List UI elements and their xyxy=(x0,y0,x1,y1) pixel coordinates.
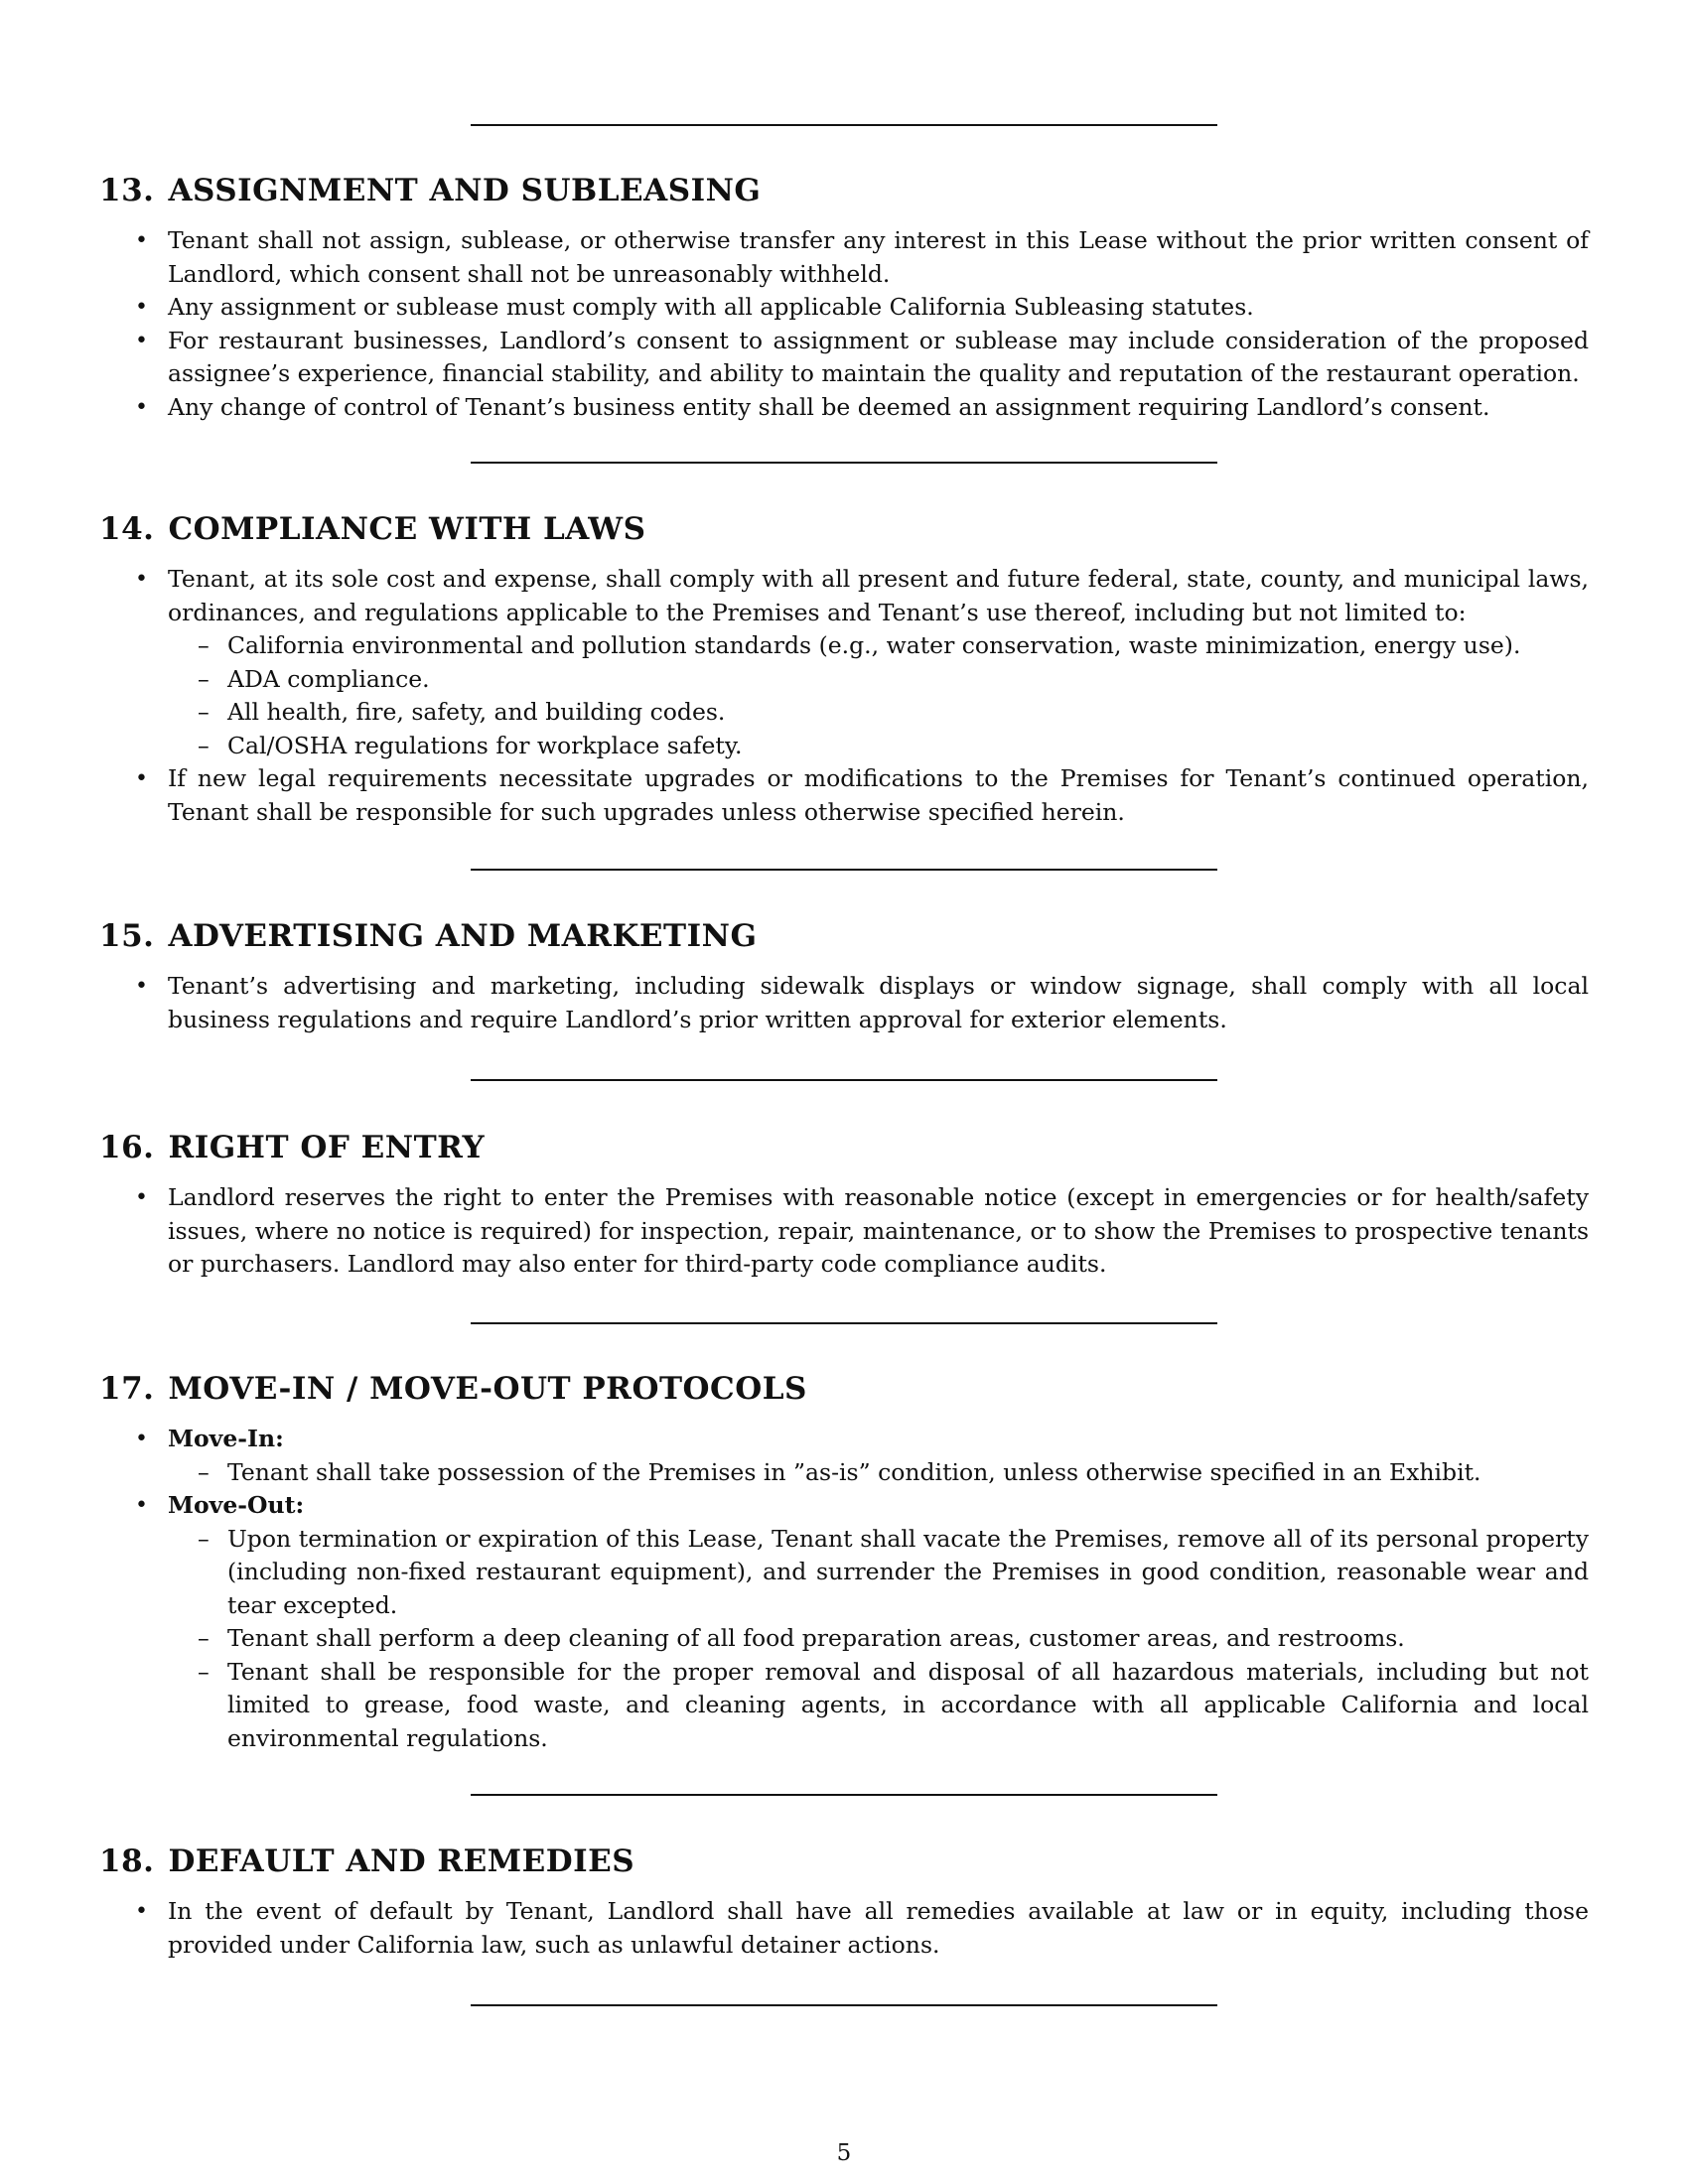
list-item: • Any change of control of Tenant’s business entity shall be deemed an assignment requiring Landlord’s consent. xyxy=(99,391,1589,425)
bullet-list xyxy=(99,970,1589,1036)
section-divider xyxy=(471,1322,1217,1324)
list-item: • Tenant shall not assign, sublease, or otherwise transfer any interest in this Lease without the prior written consent of Landlord, which consent shall not be unreasonably withheld. xyxy=(99,224,1589,291)
list-item: • Landlord reserves the right to enter the Premises with reasonable notice (except in emergencies or for health/safety issues, where no notice is required) for inspection, repair, maintenance, or to show the Premises to prospective tenants or purchasers. Landlord may also enter for third-party code compliance audits. xyxy=(99,1181,1589,1282)
sub-list-item: – Tenant shall perform a deep cleaning of all food preparation areas, customer areas, and restrooms. xyxy=(168,1622,1589,1656)
section-13 xyxy=(99,171,1589,424)
sub-list-item: – Cal/OSHA regulations for workplace safety. xyxy=(168,730,1589,763)
section-16 xyxy=(99,1128,1589,1282)
section-heading: 15. ADVERTISING AND MARKETING xyxy=(99,918,758,954)
section-divider xyxy=(471,1079,1217,1081)
bullet-list xyxy=(99,1895,1589,1962)
section-heading: 17. MOVE-IN / MOVE-OUT PROTOCOLS xyxy=(99,1371,807,1407)
sub-list-item: – California environmental and pollution standards (e.g., water conservation, waste minimization, energy use). xyxy=(168,629,1589,663)
sub-list-item: – Tenant shall take possession of the Premises in ”as-is” condition, unless otherwise specified in an Exhibit. xyxy=(168,1456,1589,1490)
list-item xyxy=(99,1489,1589,1755)
sub-list xyxy=(168,1523,1589,1756)
sub-list-item: – ADA compliance. xyxy=(168,663,1589,697)
sub-list xyxy=(168,629,1589,762)
section-heading: 14. COMPLIANCE WITH LAWS xyxy=(99,511,646,547)
sub-list-item: – All health, fire, safety, and building codes. xyxy=(168,696,1589,730)
page-number: 5 xyxy=(836,2140,852,2166)
section-heading: 13. ASSIGNMENT AND SUBLEASING xyxy=(99,173,762,208)
move-out-label: Move-Out: xyxy=(168,1491,305,1519)
bullet-list xyxy=(99,1423,1589,1755)
list-item: • For restaurant businesses, Landlord’s consent to assignment or sublease may include consideration of the proposed assignee’s experience, financial stability, and ability to maintain the quality and reputation of the restaurant operation. xyxy=(99,325,1589,391)
move-in-label: Move-In: xyxy=(168,1425,284,1452)
list-item: • Any assignment or sublease must comply with all applicable California Subleasing statutes. xyxy=(99,291,1589,325)
list-item: • Tenant, at its sole cost and expense, shall comply with all present and future federal, state, county, and municipal laws, ordinances, and regulations applicable to the Premises and Tenant’s use thereof, including but not limited to: – California environmental and pollution standards (e.g., water conservation, waste minimization, energy use). – ADA compliance. – All health, fire, safety, and building codes. – Cal/OSHA regulations for workplace safety. xyxy=(99,563,1589,762)
section-14 xyxy=(99,509,1589,829)
list-item: • In the event of default by Tenant, Landlord shall have all remedies available at law or in equity, including those provided under California law, such as unlawful detainer actions. xyxy=(99,1895,1589,1962)
section-15 xyxy=(99,916,1589,1036)
section-18 xyxy=(99,1842,1589,1962)
sub-list-item: – Upon termination or expiration of this Lease, Tenant shall vacate the Premises, remove all of its personal property (including non-fixed restaurant equipment), and surrender the Premises in good condition, reasonable wear and tear excepted. xyxy=(168,1523,1589,1623)
section-divider xyxy=(471,869,1217,871)
section-divider xyxy=(471,462,1217,464)
sub-list-item: – Tenant shall be responsible for the proper removal and disposal of all hazardous materials, including but not limited to grease, food waste, and cleaning agents, in accordance with all applicable California and local environmental regulations. xyxy=(168,1656,1589,1756)
section-divider xyxy=(471,124,1217,126)
section-divider xyxy=(471,2004,1217,2006)
bullet-list xyxy=(99,224,1589,424)
list-item xyxy=(99,1423,1589,1489)
section-17 xyxy=(99,1369,1589,1755)
section-divider xyxy=(471,1794,1217,1796)
bullet-list xyxy=(99,1181,1589,1282)
section-heading: 16. RIGHT OF ENTRY xyxy=(99,1130,486,1165)
section-heading: 18. DEFAULT AND REMEDIES xyxy=(99,1843,635,1879)
list-item: • Tenant’s advertising and marketing, including sidewalk displays or window signage, shall comply with all local business regulations and require Landlord’s prior written approval for exterior elements. xyxy=(99,970,1589,1036)
bullet-list xyxy=(99,563,1589,829)
sub-list xyxy=(168,1456,1589,1490)
list-item: • If new legal requirements necessitate upgrades or modifications to the Premises for Tenant’s continued operation, Tenant shall be responsible for such upgrades unless otherwise specified herein. xyxy=(99,762,1589,829)
